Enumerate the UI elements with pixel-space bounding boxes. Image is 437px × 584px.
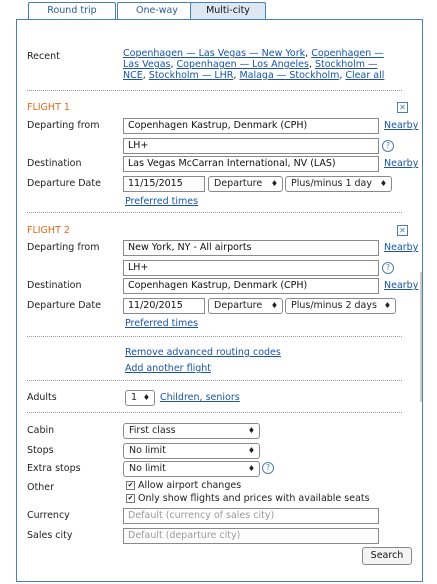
select-value: No limit bbox=[129, 463, 166, 474]
flight-2-destination-input[interactable]: Copenhagen Kastrup, Denmark (CPH) bbox=[123, 278, 379, 294]
departing-label: Departing from bbox=[27, 242, 100, 253]
question-icon[interactable]: ? bbox=[382, 262, 394, 274]
divider bbox=[27, 380, 402, 381]
flight-2-departing-input[interactable]: New York, NY - All airports bbox=[123, 240, 379, 256]
tab-one-way[interactable]: One-way bbox=[117, 2, 197, 19]
select-value: Departure bbox=[214, 300, 263, 311]
only-available-label: Only show flights and prices with available seats bbox=[138, 493, 370, 504]
select-value: 1 bbox=[131, 392, 138, 403]
recent-link[interactable]: Copenhagen — Los Angeles bbox=[176, 59, 309, 70]
recent-link[interactable]: Stockholm — LHR bbox=[148, 70, 234, 81]
destination-label: Destination bbox=[27, 158, 82, 169]
updown-arrow-icon: ♦ bbox=[270, 179, 278, 188]
flight-1-date-input[interactable]: 11/15/2015 bbox=[123, 176, 205, 192]
select-value: First class bbox=[129, 425, 176, 436]
departure-date-label: Departure Date bbox=[27, 178, 101, 189]
tab-multi-city[interactable]: Multi-city bbox=[190, 2, 266, 19]
flight-1-destination-input[interactable]: Las Vegas McCarran International, NV (LAS) bbox=[123, 156, 379, 172]
close-box-icon[interactable]: ✕ bbox=[397, 102, 408, 113]
divider bbox=[27, 212, 402, 213]
clear-all-link[interactable]: Clear all bbox=[345, 70, 385, 81]
extra-stops-label: Extra stops bbox=[27, 463, 81, 474]
flight-1-nearby-link[interactable]: Nearby bbox=[384, 120, 419, 131]
flight-2-title: FLIGHT 2 bbox=[27, 225, 70, 236]
flight-2-flex-select[interactable] bbox=[285, 298, 396, 314]
divider bbox=[27, 90, 402, 91]
destination-label: Destination bbox=[27, 280, 82, 291]
scrollbar[interactable] bbox=[420, 272, 422, 402]
flight-1-nearby-link[interactable]: Nearby bbox=[384, 158, 419, 169]
updown-arrow-icon: ♦ bbox=[142, 393, 150, 402]
select-value: Departure bbox=[214, 178, 263, 189]
departing-label: Departing from bbox=[27, 120, 100, 131]
flight-2-date-input[interactable]: 11/20/2015 bbox=[123, 298, 205, 314]
flight-1-time-mode-select[interactable] bbox=[208, 176, 283, 192]
adults-select[interactable] bbox=[125, 390, 155, 406]
recent-label: Recent bbox=[27, 51, 60, 62]
question-icon[interactable]: ? bbox=[262, 462, 274, 474]
recent-link[interactable]: Stockholm — NCE bbox=[123, 59, 378, 81]
flight-2-nearby-link[interactable]: Nearby bbox=[384, 280, 419, 291]
updown-arrow-icon: ♦ bbox=[383, 301, 391, 310]
divider bbox=[27, 336, 402, 337]
sales-city-input[interactable]: Default (departure city) bbox=[123, 528, 379, 544]
children-seniors-link[interactable]: Children, seniors bbox=[160, 392, 240, 403]
select-value: Plus/minus 2 days bbox=[291, 300, 377, 311]
departure-date-label: Departure Date bbox=[27, 300, 101, 311]
remove-routing-codes-link[interactable]: Remove advanced routing codes bbox=[125, 347, 281, 358]
recent-searches: Copenhagen — Las Vegas — New York, Copenhagen — Las Vegas, Copenhagen — Los Angeles, Stockholm — NCE, Stockholm — LHR, Malaga — Stockholm, Clear all bbox=[123, 48, 385, 81]
extra-stops-select[interactable] bbox=[123, 461, 260, 477]
updown-arrow-icon: ♦ bbox=[247, 426, 255, 435]
flight-1-flex-select[interactable] bbox=[285, 176, 392, 192]
allow-airport-changes-label: Allow airport changes bbox=[138, 480, 242, 491]
allow-airport-changes-checkbox[interactable]: ✔ bbox=[127, 481, 134, 489]
updown-arrow-icon: ♦ bbox=[247, 464, 255, 473]
updown-arrow-icon: ♦ bbox=[270, 301, 278, 310]
select-value: No limit bbox=[129, 445, 166, 456]
flight-1-departing-input[interactable]: Copenhagen Kastrup, Denmark (CPH) bbox=[123, 118, 379, 134]
recent-link[interactable]: Malaga — Stockholm bbox=[239, 70, 340, 81]
recent-link[interactable]: Copenhagen — Las Vegas bbox=[123, 48, 384, 70]
flight-1-title: FLIGHT 1 bbox=[27, 102, 70, 113]
flight-1-preferred-times-link[interactable]: Preferred times bbox=[125, 196, 199, 207]
flight-2-nearby-link[interactable]: Nearby bbox=[384, 242, 419, 253]
close-box-icon[interactable]: ✕ bbox=[397, 225, 408, 236]
updown-arrow-icon: ♦ bbox=[247, 446, 255, 455]
cabin-label: Cabin bbox=[27, 425, 55, 436]
tab-round-trip[interactable]: Round trip bbox=[28, 2, 116, 19]
stops-label: Stops bbox=[27, 445, 54, 456]
currency-input[interactable]: Default (currency of sales city) bbox=[123, 508, 379, 524]
question-icon[interactable]: ? bbox=[382, 140, 394, 152]
flight-2-time-mode-select[interactable] bbox=[208, 298, 283, 314]
currency-label: Currency bbox=[27, 510, 70, 521]
only-available-checkbox[interactable]: ✔ bbox=[127, 494, 134, 502]
flight-1-routing-input[interactable]: LH+ bbox=[123, 138, 379, 154]
stops-select[interactable] bbox=[123, 443, 260, 459]
search-button[interactable]: Search bbox=[362, 547, 412, 565]
select-value: Plus/minus 1 day bbox=[291, 178, 372, 189]
search-form-panel bbox=[16, 19, 423, 582]
add-flight-link[interactable]: Add another flight bbox=[125, 363, 211, 374]
updown-arrow-icon: ♦ bbox=[379, 179, 387, 188]
flight-2-preferred-times-link[interactable]: Preferred times bbox=[125, 318, 199, 329]
adults-label: Adults bbox=[27, 392, 57, 403]
other-label: Other bbox=[27, 482, 54, 493]
flight-2-routing-input[interactable]: LH+ bbox=[123, 260, 379, 276]
sales-city-label: Sales city bbox=[27, 530, 73, 541]
divider bbox=[27, 412, 402, 413]
cabin-select[interactable] bbox=[123, 423, 260, 439]
recent-link[interactable]: Copenhagen — Las Vegas — New York bbox=[123, 48, 306, 59]
